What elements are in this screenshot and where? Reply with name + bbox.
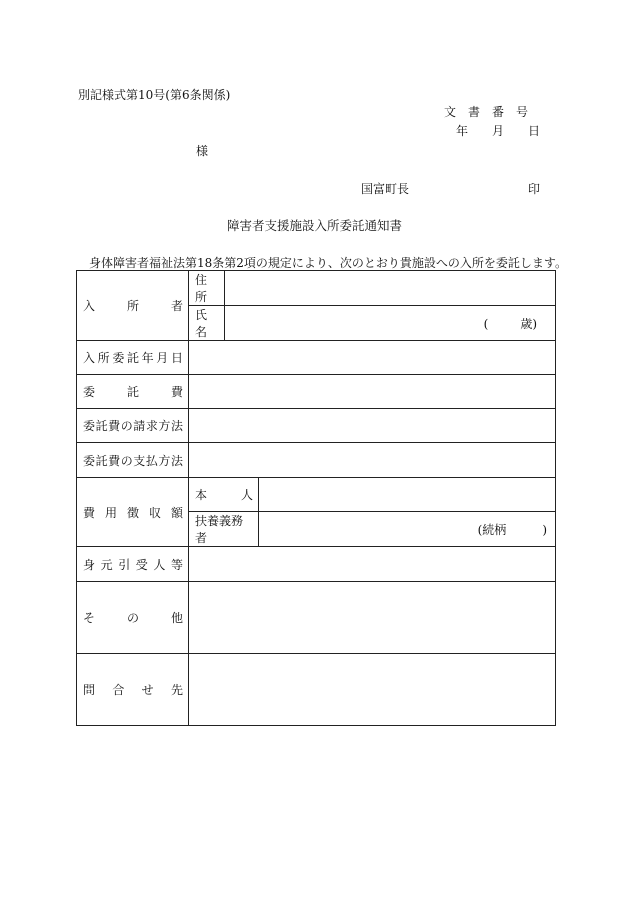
name-field[interactable] xyxy=(225,306,556,341)
guardian-label: 扶養義務者 xyxy=(189,512,259,547)
entrust-date-row xyxy=(77,341,556,375)
intro-text: 身体障害者福祉法第18条第2項の規定により、次のとおり貴施設への入所を委託します。 xyxy=(89,256,567,270)
payment-label: 委 託 費 の 支 払 方 法 xyxy=(83,453,183,468)
relation-open: (続柄 xyxy=(477,522,507,537)
other-label: そ の 他 xyxy=(83,611,183,625)
self-row xyxy=(77,478,556,512)
entrust-date-field[interactable] xyxy=(189,341,556,375)
self-label-cell xyxy=(189,478,259,512)
relation-close: ) xyxy=(542,522,547,537)
fee-label-cell xyxy=(77,375,189,409)
billing-label: 委 託 費 の 請 求 方 法 xyxy=(83,419,183,433)
name-label: 氏名 xyxy=(189,306,225,341)
age-open-paren: ( xyxy=(483,316,489,331)
date-label: 年 月 日 xyxy=(456,124,541,138)
contact-field[interactable] xyxy=(189,654,556,726)
fee-row xyxy=(77,375,556,409)
contact-row xyxy=(77,654,556,726)
entrust-date-label: 入 所 委 託 年 月 日 xyxy=(83,351,183,365)
guarantor-field[interactable] xyxy=(189,547,556,582)
document-number-label: 文 書 番 号 xyxy=(444,105,529,119)
fee-field[interactable] xyxy=(189,375,556,409)
address-row xyxy=(77,271,556,306)
payment-label-cell xyxy=(77,443,189,478)
issuer-name: 国富町長 xyxy=(361,182,410,196)
collection-label-cell xyxy=(77,478,189,547)
billing-field[interactable] xyxy=(189,409,556,443)
fee-label: 委 託 費 xyxy=(83,385,183,399)
other-field[interactable] xyxy=(189,582,556,654)
guarantor-label-cell xyxy=(77,547,189,582)
contact-label-cell xyxy=(77,654,189,726)
billing-row xyxy=(77,409,556,443)
guarantor-row xyxy=(77,547,556,582)
seal-mark: 印 xyxy=(528,182,541,196)
contact-label: 問 合 せ 先 xyxy=(83,683,183,697)
guarantor-label: 身 元 引 受 人 等 xyxy=(83,557,183,572)
guardian-field[interactable] xyxy=(259,512,556,547)
self-label: 本 人 xyxy=(195,488,253,502)
entrust-date-label-cell xyxy=(77,341,189,375)
form-number: 別記様式第10号(第6条関係) xyxy=(78,88,231,102)
age-unit: 歳) xyxy=(520,316,537,331)
address-label: 住所 xyxy=(189,271,225,306)
entrust-form-table xyxy=(76,270,556,726)
self-field[interactable] xyxy=(259,478,556,512)
address-field[interactable] xyxy=(225,271,556,306)
billing-label-cell xyxy=(77,409,189,443)
other-label-cell xyxy=(77,582,189,654)
payment-field[interactable] xyxy=(189,443,556,478)
payment-row xyxy=(77,443,556,478)
page-title: 障害者支援施設入所委託通知書 xyxy=(227,218,403,233)
other-row xyxy=(77,582,556,654)
resident-label-cell xyxy=(77,271,189,341)
collection-label: 費 用 徴 収 額 xyxy=(83,505,183,520)
resident-label: 入 所 者 xyxy=(83,299,183,313)
addressee-suffix: 様 xyxy=(196,144,209,158)
